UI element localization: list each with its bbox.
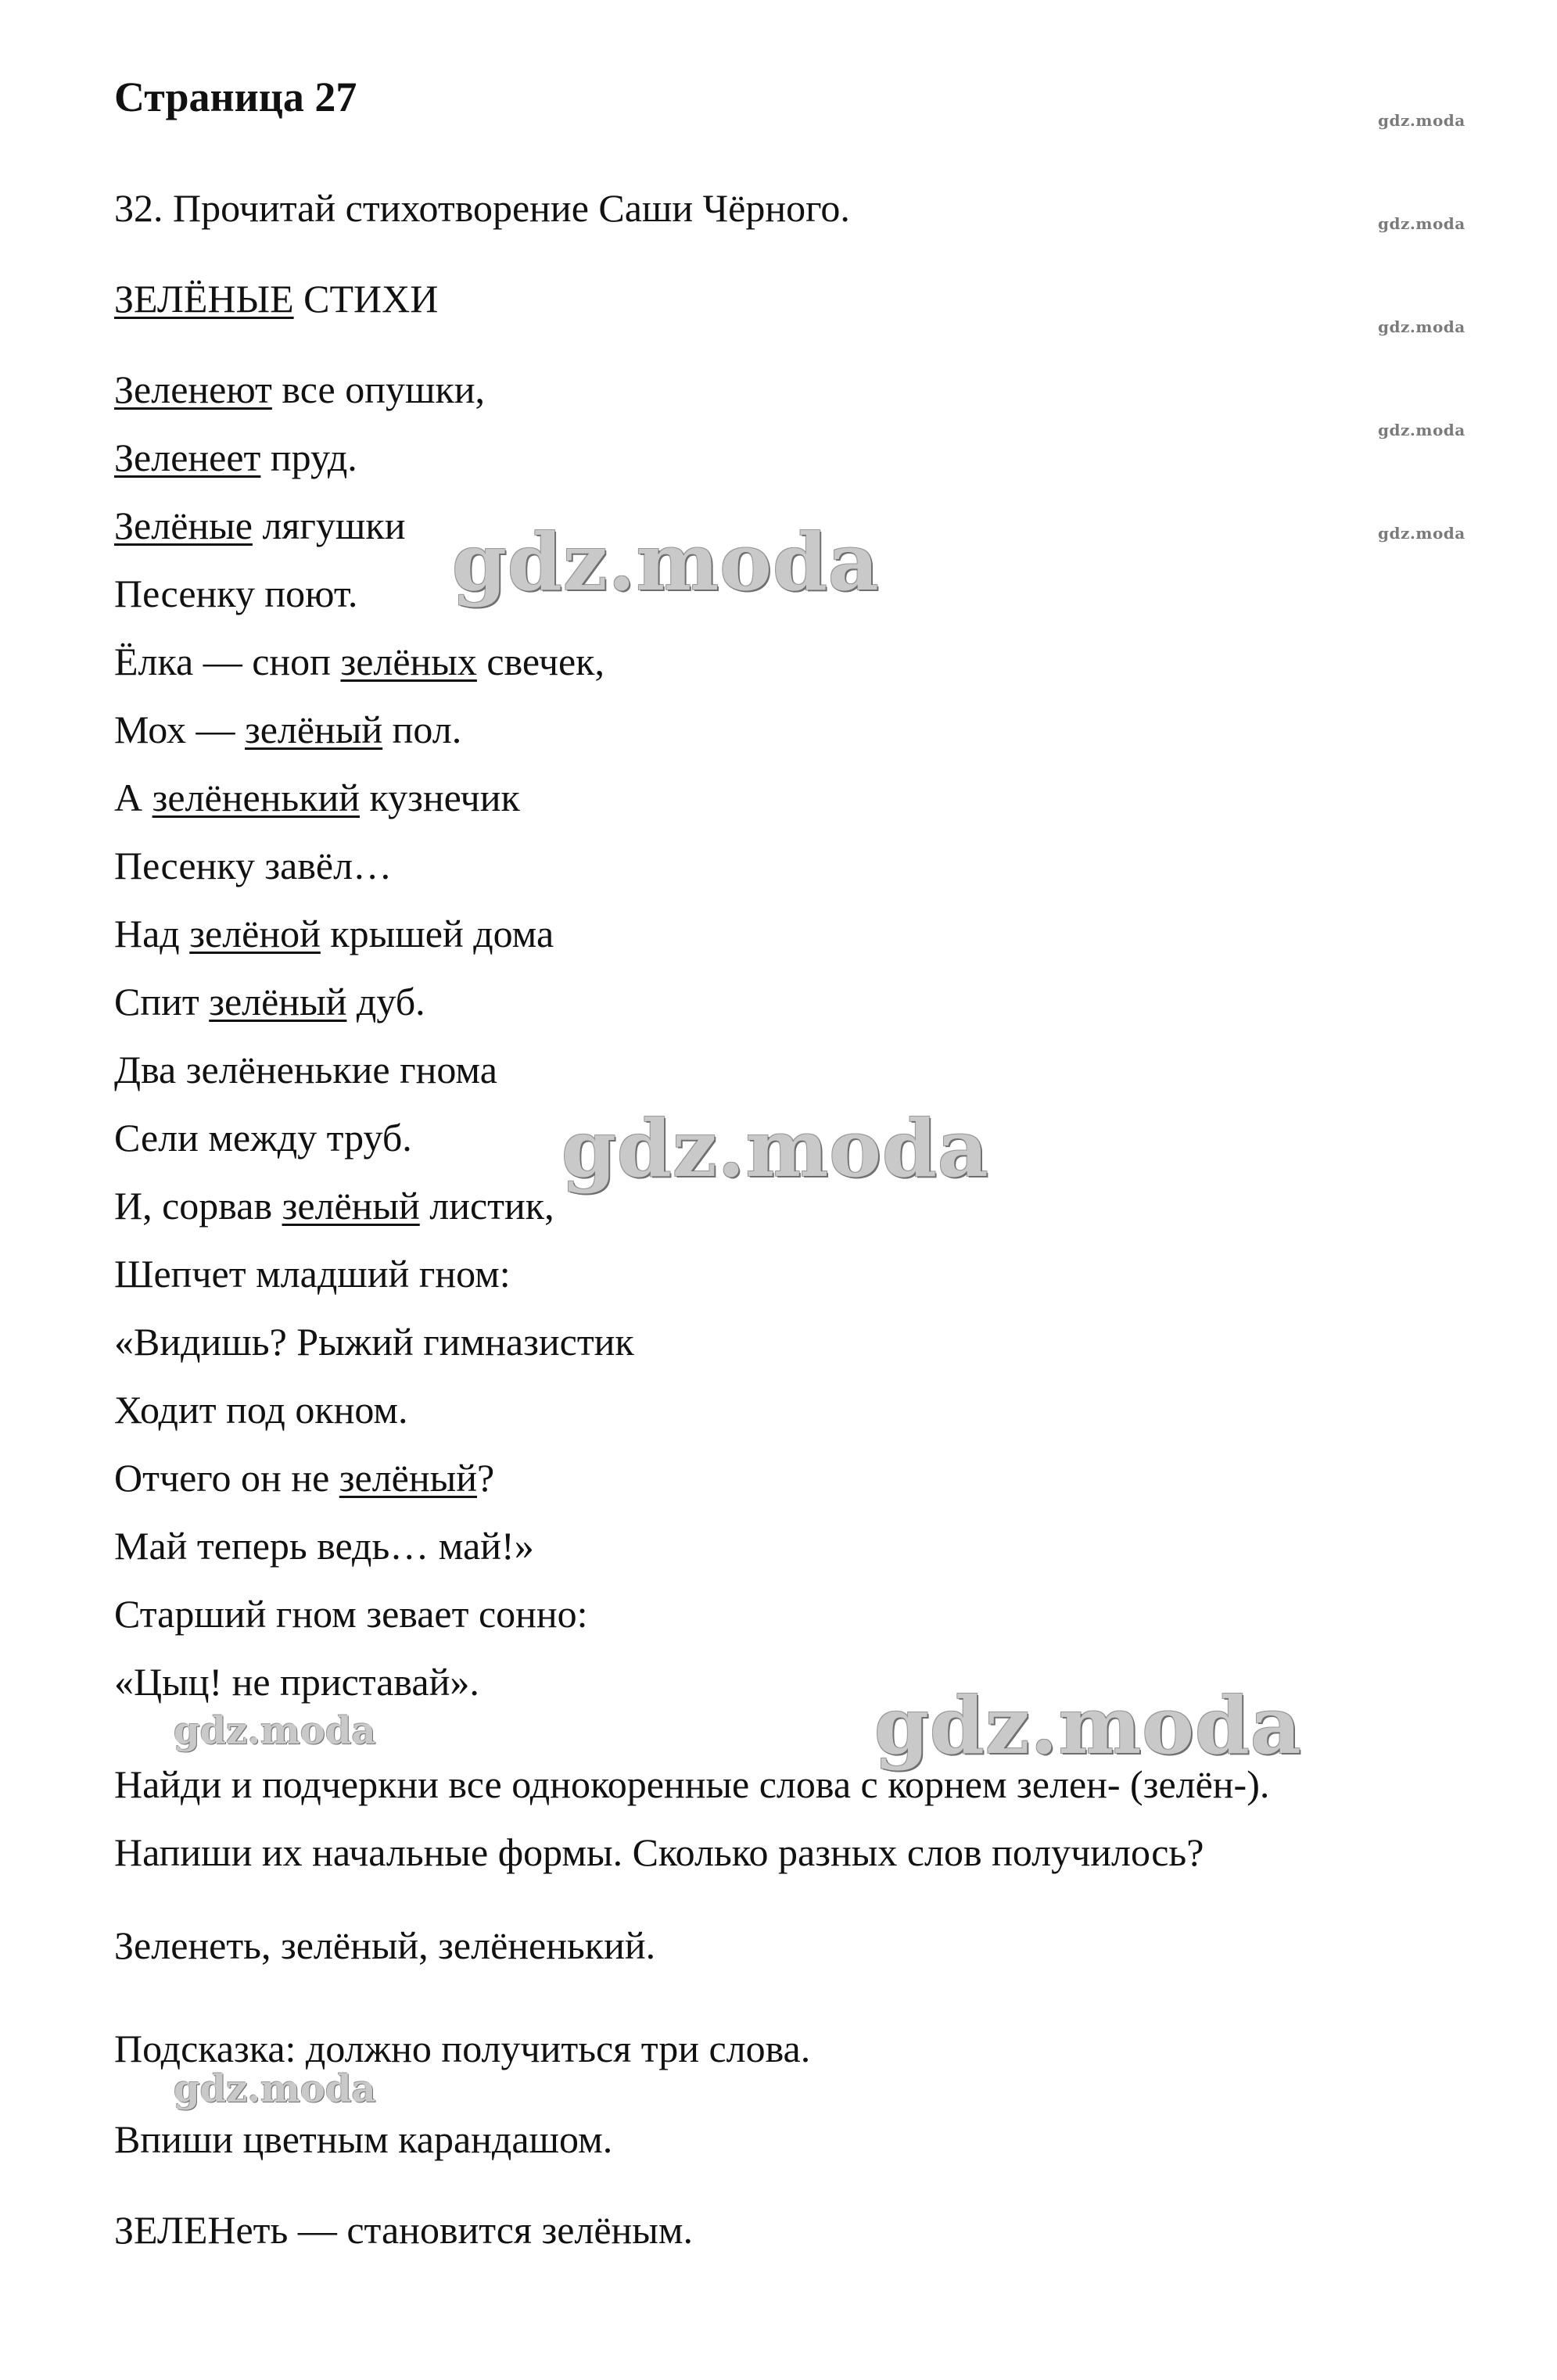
- line-text: Отчего он не: [114, 1456, 339, 1500]
- page-title: Страница 27: [114, 73, 357, 120]
- poem-title-rest: СТИХИ: [293, 277, 439, 321]
- poem-line-12: Сели между труб.: [114, 1116, 412, 1160]
- watermark-medium-1: gdz.moda: [174, 1709, 376, 1753]
- poem-line-15: «Видишь? Рыжий гимназистик: [114, 1320, 634, 1364]
- poem-line-19: Старший гном зевает сонно:: [114, 1592, 588, 1636]
- watermark-large-3: gdz.moda: [874, 1679, 1302, 1772]
- poem-line-6: [114, 706, 461, 753]
- poem-line-17: [114, 1454, 494, 1501]
- poem-title: [114, 275, 438, 322]
- poem-line-5: [114, 638, 605, 685]
- watermark-small-1: gdz.moda: [1378, 111, 1466, 130]
- underlined-word: зелёненький: [152, 776, 361, 819]
- underlined-word: зелёный: [339, 1456, 477, 1500]
- underlined-word: Зелёные: [114, 504, 253, 547]
- underlined-word: зелёных: [340, 640, 477, 683]
- poem-line-10: [114, 978, 425, 1025]
- line-text: пол.: [382, 708, 462, 751]
- underlined-word: Зеленеет: [114, 435, 261, 479]
- poem-line-11: Два зелёненькие гнома: [114, 1048, 497, 1091]
- hint: Подсказка: должно получиться три слова.: [114, 2027, 811, 2070]
- line-text: пруд.: [260, 435, 357, 479]
- underlined-word: зелёный: [244, 708, 383, 751]
- underlined-word: зелёной: [189, 912, 321, 955]
- poem-line-14: Шепчет младший гном:: [114, 1252, 511, 1296]
- line-text: Спит: [114, 980, 210, 1023]
- watermark-large-1: gdz.moda: [452, 516, 880, 608]
- poem-line-8: Песенку завёл…: [114, 844, 393, 887]
- underlined-word: Зеленеют: [114, 367, 272, 411]
- watermark-small-5: gdz.moda: [1378, 524, 1466, 543]
- line-text: дуб.: [346, 980, 425, 1023]
- poem-line-16: Ходит под окном.: [114, 1388, 408, 1432]
- poem-line-18: Май теперь ведь… май!»: [114, 1524, 534, 1568]
- line-text: И, сорвав: [114, 1184, 282, 1228]
- poem-line-20: «Цыц! не приставай».: [114, 1660, 479, 1704]
- poem-line-13: [114, 1182, 554, 1229]
- watermark-small-3: gdz.moda: [1378, 317, 1466, 336]
- underlined-word: зелёный: [282, 1184, 420, 1228]
- poem-line-4: Песенку поют.: [114, 572, 358, 615]
- line-text: крышей дома: [320, 912, 554, 955]
- instruction: Впиши цветным карандашом.: [114, 2117, 613, 2161]
- watermark-medium-2: gdz.moda: [174, 2067, 376, 2111]
- line-text: лягушки: [252, 504, 406, 547]
- watermark-small-2: gdz.moda: [1378, 214, 1466, 233]
- line-text: свечек,: [476, 640, 605, 683]
- poem-line-7: [114, 774, 520, 821]
- task-statement: 32. Прочитай стихотворение Саши Чёрного.: [114, 186, 850, 230]
- line-text: кузнечик: [360, 776, 520, 819]
- underlined-word: зелёный: [209, 980, 347, 1023]
- line-text: ?: [476, 1456, 495, 1500]
- line-text: все опушки,: [271, 367, 486, 411]
- question-line-2: Напиши их начальные формы. Сколько разных слов получилось?: [114, 1830, 1204, 1874]
- watermark-small-4: gdz.moda: [1378, 421, 1466, 439]
- line-text: А: [114, 776, 152, 819]
- poem-line-9: [114, 910, 554, 957]
- line-text: листик,: [419, 1184, 554, 1228]
- poem-line-3: [114, 502, 405, 549]
- line-text: Над: [114, 912, 190, 955]
- watermark-large-2: gdz.moda: [561, 1102, 989, 1195]
- line-text: Ёлка — сноп: [114, 640, 341, 683]
- poem-line-2: [114, 434, 357, 481]
- poem-line-1: [114, 366, 485, 413]
- poem-title-underlined-word: ЗЕЛЁНЫЕ: [114, 277, 294, 321]
- line-text: Мох —: [114, 708, 245, 751]
- question-line-1: Найди и подчеркни все однокоренные слова с корнем зелен- (зелён-).: [114, 1762, 1270, 1806]
- definition: ЗЕЛЕНеть — становится зелёным.: [114, 2208, 694, 2252]
- answer: Зеленеть, зелёный, зелёненький.: [114, 1923, 656, 1967]
